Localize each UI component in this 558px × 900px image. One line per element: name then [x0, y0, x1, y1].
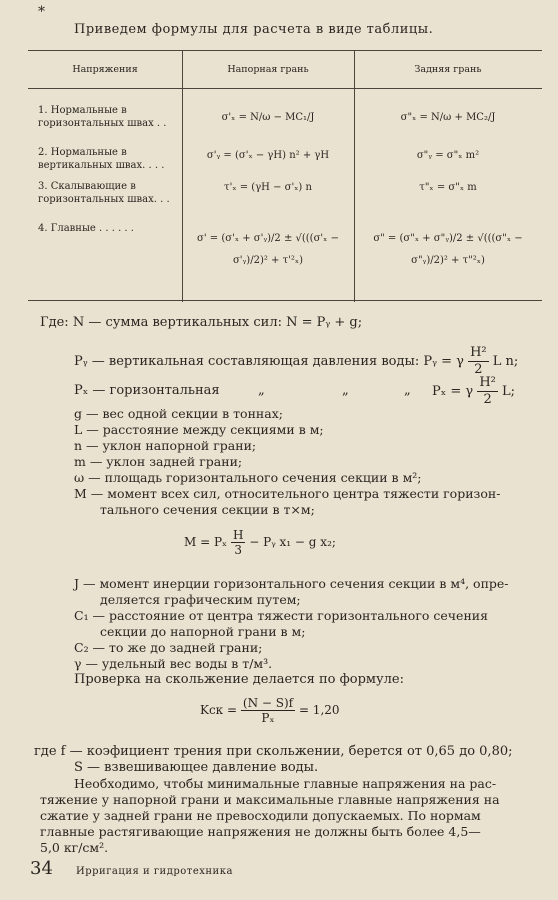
def-Py-tail: L n; [492, 354, 519, 369]
moment-frac-num: H [232, 528, 244, 542]
sliding-formula [200, 696, 340, 725]
header-downstream: Задняя грань [414, 64, 482, 75]
row-label-3: 3. Скалывающие в горизонтальных швах. . . [38, 181, 170, 205]
def-N: Где: N — сумма вертикальных сил: N = Pᵧ + g; [40, 315, 363, 330]
def-J-1: J — момент инерции горизонтального сечения секции в м⁴, опре- [74, 576, 509, 591]
header-upstream: Напорная грань [227, 64, 309, 75]
moment-frac-den: 3 [234, 543, 243, 557]
row-label-1: 1. Нормальные в горизонтальных швах . . [38, 105, 167, 129]
row-label-2: 2. Нормальные в вертикальных швах. . . . [38, 147, 165, 171]
def-S: S — взвешивающее давление воды. [74, 760, 319, 775]
cell-upstream-1: σ'ₓ = N/ω − MC₁/J [221, 112, 315, 123]
intro-text: Приведем формулы для расчета в виде таблицы. [74, 22, 434, 37]
running-title: Ирригация и гидротехника [76, 866, 233, 877]
cell-downstream-3: τ"ₓ = σ"ₓ m [419, 182, 477, 193]
top-mark: * [38, 4, 45, 20]
table-divider-1 [182, 50, 183, 302]
frac-den-2: 2 [483, 392, 492, 407]
ditto-1: „ [258, 383, 265, 398]
def-Px-frac [477, 375, 498, 408]
ditto-2: „ [342, 383, 349, 398]
K-num: (N − S)f [242, 696, 294, 710]
para-line-3: сжатие у задней грани не превосходили допускаемых. По нормам [40, 808, 481, 823]
def-J-2: деляется графическим путем; [100, 592, 301, 607]
frac-num: H² [470, 345, 487, 360]
formula-table [28, 50, 542, 302]
def-C1-2: секции до напорной грани в м; [100, 624, 306, 639]
para-line-5: 5,0 кг/см². [40, 840, 109, 855]
def-Px-tail: L; [502, 384, 516, 399]
para-line-4: главные растягивающие напряжения не должны быть более 4,5— [40, 824, 481, 839]
sliding-check: Проверка на скольжение делается по формуле: [74, 672, 404, 687]
def-M-2: тального сечения секции в т×м; [100, 502, 315, 517]
ditto-3: „ [404, 383, 411, 398]
moment-left: M = Pₓ [184, 535, 228, 549]
header-stress: Напряжения [72, 64, 138, 75]
moment-frac [231, 528, 245, 557]
table-rule-header [28, 88, 542, 89]
frac-den: 2 [474, 362, 483, 377]
def-C2: C₂ — то же до задней грани; [74, 640, 263, 655]
def-n: n — уклон напорной грани; [74, 438, 257, 453]
cell-upstream-4: σ' = (σ'ₓ + σ'ᵧ)/2 ± √(((σ'ₓ − σ'ᵧ)/2)² + τ'²ₓ) [197, 233, 339, 266]
K-den: Pₓ [261, 711, 275, 725]
table-rule-top [28, 50, 542, 51]
frac-num-2: H² [479, 375, 496, 390]
def-Py [74, 345, 518, 378]
moment-formula [184, 528, 336, 557]
def-Px: Pₓ — горизонтальная [74, 383, 220, 398]
def-M-1: M — момент всех сил, относительного центра тяжести горизон- [74, 486, 501, 501]
def-m: m — уклон задней грани; [74, 454, 243, 469]
K-left: Kск = [200, 703, 238, 717]
def-C1-1: C₁ — расстояние от центра тяжести горизонтального сечения [74, 608, 488, 623]
def-omega: ω — площадь горизонтального сечения секции в м²; [74, 470, 422, 485]
cell-downstream-1: σ"ₓ = N/ω + MC₂/J [400, 112, 496, 123]
para-line-2: тяжение у напорной грани и максимальные главные напряжения на [40, 792, 500, 807]
def-Py-frac [468, 345, 489, 378]
table-divider-2 [354, 50, 355, 302]
def-f: где f — коэфициент трения при скольжении, берется от 0,65 до 0,80; [34, 744, 513, 759]
para-line-1: Необходимо, чтобы минимальные главные напряжения на рас- [74, 776, 497, 791]
def-Px-f: Pₓ = γ [432, 384, 474, 399]
page-number: 34 [30, 858, 53, 879]
def-L: L — расстояние между секциями в м; [74, 422, 324, 437]
table-rule-bottom [28, 300, 542, 301]
def-Py-text: Pᵧ — вертикальная составляющая давления воды: Pᵧ = γ [74, 354, 464, 369]
def-g: g — вес одной секции в тоннах; [74, 406, 283, 421]
cell-upstream-2: σ'ᵧ = (σ'ₓ − γH) n² + γH [206, 150, 330, 161]
K-right: = 1,20 [298, 703, 340, 717]
def-Px-formula [432, 375, 515, 408]
cell-downstream-2: σ"ᵧ = σ"ₓ m² [416, 150, 480, 161]
cell-upstream-3: τ'ₓ = (γH − σ'ₓ) n [224, 182, 312, 193]
def-gamma: γ — удельный вес воды в т/м³. [74, 656, 273, 671]
K-frac [241, 696, 295, 725]
moment-right: − Pᵧ x₁ − g x₂; [249, 535, 336, 549]
cell-downstream-4: σ" = (σ"ₓ + σ"ᵧ)/2 ± √(((σ"ₓ − σ"ᵧ)/2)² + τ"²ₓ) [373, 233, 523, 266]
row-label-4: 4. Главные . . . . . . [38, 223, 134, 234]
